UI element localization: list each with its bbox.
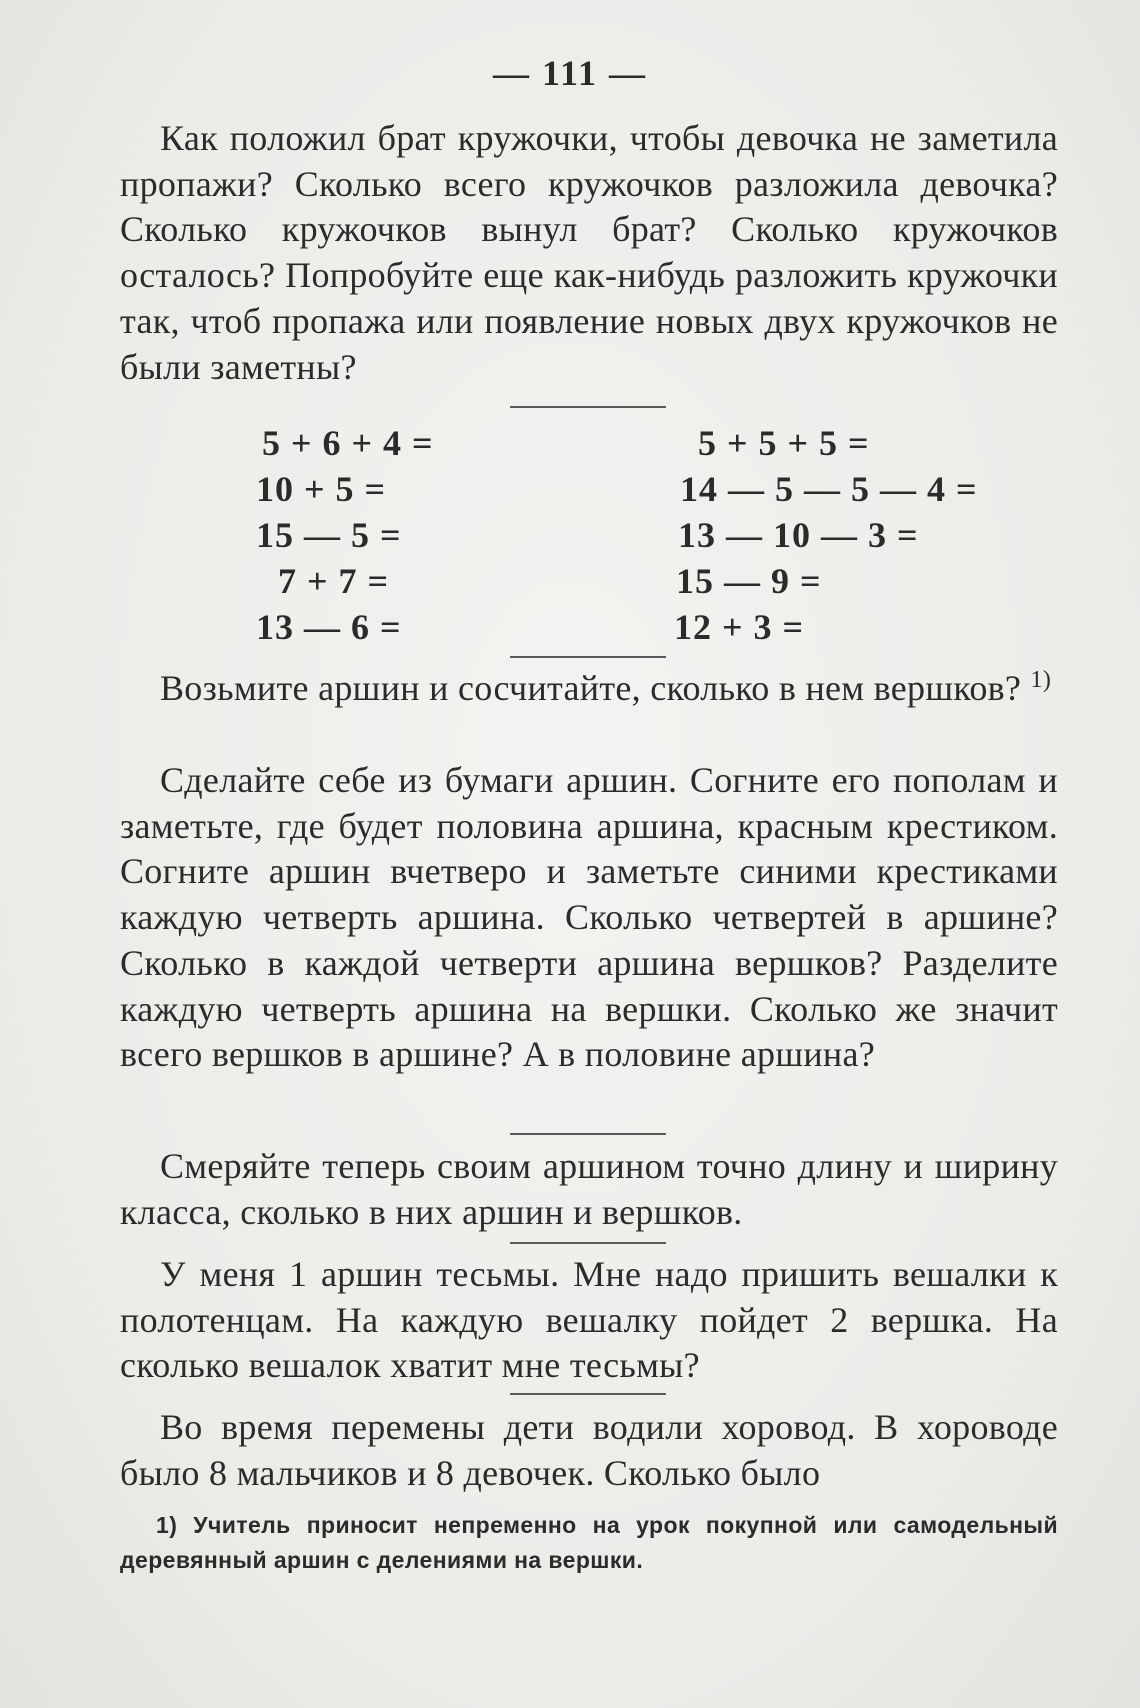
divider [510,1242,666,1244]
divider [510,1393,666,1395]
equation: 15 — 9 = [676,561,822,601]
footnote [120,1508,1058,1578]
equation: 15 — 5 = [256,515,402,555]
paragraph-circles-question: Как положил брат кружочки, чтобы девочка не заметила пропажи? Сколько всего кружочков разложила девочка? Сколько кружочков вынул брат? Сколько кружочков осталось? Попробуйте еще как-нибудь разложить кружочки так, чтоб пропажа или появление новых двух кружочков не были заметны? [120,118,1058,387]
equation: 7 + 7 = [278,561,390,601]
divider [510,406,666,408]
paragraph-tape-hangers: У меня 1 аршин тесьмы. Мне надо пришить вешалки к полотенцам. На каждую вешалку пойдет 2 вершка. На сколько вешалок хватит мне тесьмы? [120,1254,1058,1386]
paragraph-measure-class: Смеряйте теперь своим аршином точно длину и ширину класса, сколько в них аршин и вершков. [120,1146,1058,1232]
paragraph-round-dance: Во время перемены дети водили хоровод. В хороводе было 8 мальчиков и 8 девочек. Сколько было [120,1407,1058,1493]
footnote-reference: 1) [1030,667,1052,693]
footnote-text: Учитель приносит непременно на урок покупной или самодельный деревянный аршин с делениями на вершки. [120,1512,1058,1573]
equation: 12 + 3 = [674,607,805,647]
page-number: — 111 — [492,53,648,93]
equation: 14 — 5 — 5 — 4 = [680,469,978,509]
divider [510,656,666,658]
equation: 5 + 5 + 5 = [698,423,870,463]
equation: 5 + 6 + 4 = [262,423,434,463]
equation: 13 — 6 = [256,607,402,647]
divider [510,1133,666,1135]
footnote-mark: 1) [156,1512,178,1538]
paragraph-paper-arshin: Сделайте себе из бумаги аршин. Согните его пополам и заметьте, где будет половина аршина, красным крестиком. Согните аршин вчетверо и заметьте синими крестиками каждую четверть аршина. Сколько четвертей в аршине? Сколько в каждой четверти аршина вершков? Разделите каждую четверть аршина на вершки. Сколько же значит всего вершков в аршине? А в половине аршина? [120,760,1058,1075]
equation: 10 + 5 = [256,469,387,509]
paragraph-arshin-count [120,666,1058,712]
paragraph-text: Возьмите аршин и сосчитайте, сколько в нем вершков? [160,668,1022,708]
equation: 13 — 10 — 3 = [678,515,919,555]
